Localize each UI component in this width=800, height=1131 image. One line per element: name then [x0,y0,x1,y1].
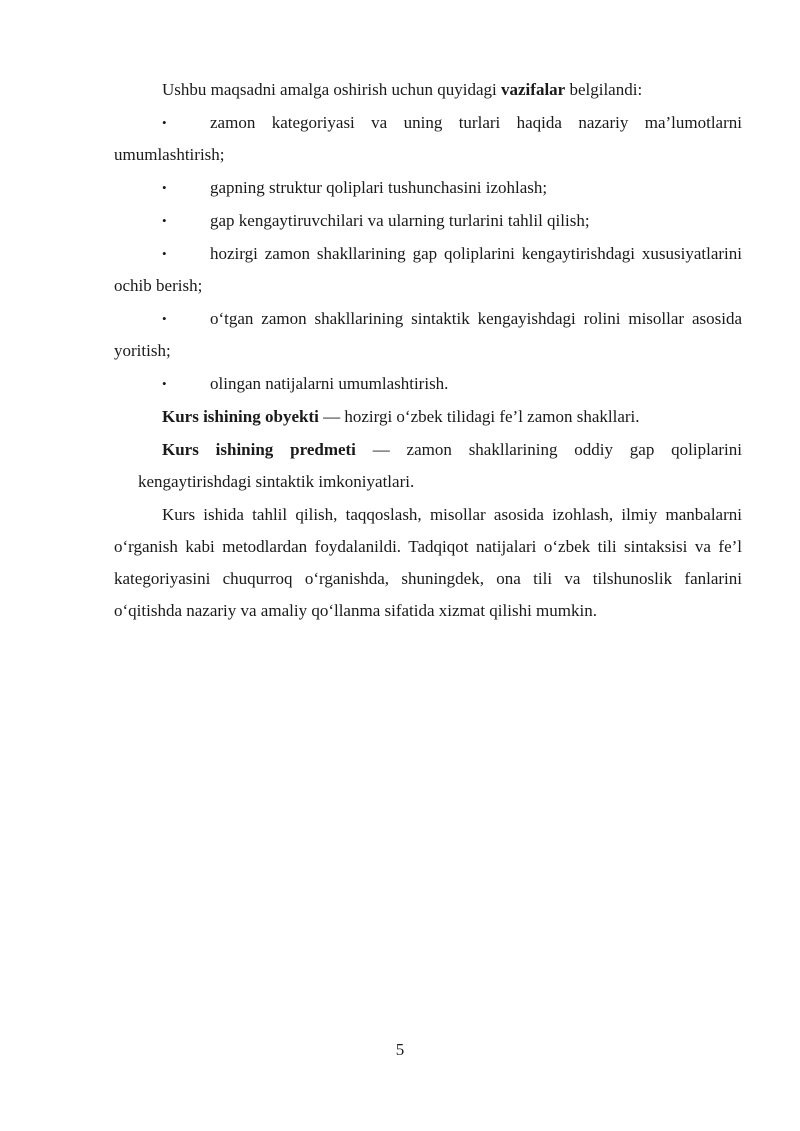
task-item [114,368,742,400]
task-item [114,205,742,237]
task-text: gap kengaytiruvchilari va ularning turlarini tahlil qilish; [210,211,590,230]
task-item [114,303,742,367]
task-item [114,238,742,302]
page-body [114,74,742,628]
task-text: hozirgi zamon shakllarining gap qoliplarini kengaytirishdagi xususiyatlarini ochib berish; [114,244,742,295]
bullet-icon: • [162,213,167,228]
intro-text: Ushbu maqsadni amalga oshirish uchun quyidagi [162,80,502,99]
subject-label: Kurs ishining predmeti [162,440,356,459]
task-text: olingan natijalarni umumlashtirish. [210,374,449,393]
page-number: 5 [395,1040,405,1059]
object-text: — hozirgi o‘zbek tilidagi fe’l zamon shakllari. [318,407,640,426]
task-text: o‘tgan zamon shakllarining sintaktik kengayishdagi rolini misollar asosida yoritish; [114,309,742,360]
bullet-icon: • [162,311,167,326]
task-item [114,107,742,171]
intro-bold-term: vazifalar [501,80,566,99]
subject-paragraph [114,434,742,498]
task-text: gapning struktur qoliplari tushunchasini izohlash; [210,178,548,197]
bullet-icon: • [162,115,167,130]
object-label: Kurs ishining obyekti [162,407,319,426]
bullet-icon: • [162,246,167,261]
subject-text: — zamon shakllarining oddiy gap qoliplarini kengaytirishdagi sintaktik imkoniyatlari. [138,440,742,491]
object-paragraph [114,401,742,433]
bullet-icon: • [162,376,167,391]
bullet-icon: • [162,180,167,195]
intro-text-end: belgilandi: [565,80,643,99]
methods-paragraph: Kurs ishida tahlil qilish, taqqoslash, misollar asosida izohlash, ilmiy manbalarni o‘rganish kabi metodlardan foydalanildi. Tadqiqot natijalari o‘zbek tili sintaksisi va fe’l kategoriyasini chuqurroq o‘rganishda, shuningdek, ona tili va tilshunoslik fanlarini o‘qitishda nazariy va amaliy qo‘llanma sifatida xizmat qilishi mumkin. [114,505,742,620]
intro-paragraph [114,74,742,106]
task-text: zamon kategoriyasi va uning turlari haqida nazariy ma’lumotlarni umumlashtirish; [114,113,742,164]
task-item [114,172,742,204]
